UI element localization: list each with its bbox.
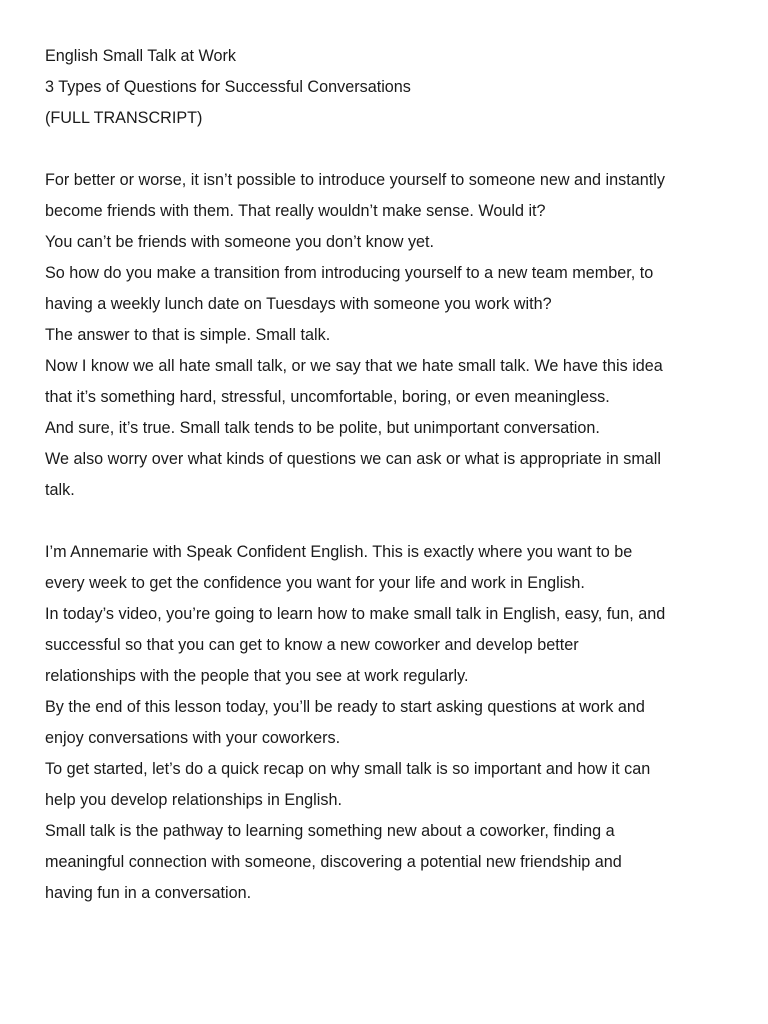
text-line: We also worry over what kinds of questions we can ask or what is appropriate in small [45,450,662,468]
text-line: For better or worse, it isn’t possible to introduce yourself to someone new and instantly [45,171,665,189]
text-line: help you develop relationships in English. [45,791,342,809]
text-line: Small talk is the pathway to learning something new about a coworker, finding a [45,822,615,840]
text-line: Now I know we all hate small talk, or we say that we hate small talk. We have this idea [45,357,663,375]
paragraph-gap [45,506,728,537]
text-line: successful so that you can get to know a new coworker and develop better [45,636,579,654]
text-line: every week to get the confidence you want for your life and work in English. [45,574,585,592]
text-line: In today’s video, you’re going to learn how to make small talk in English, easy, fun, and [45,605,666,623]
text-line: The answer to that is simple. Small talk. [45,326,331,344]
text-line: having a weekly lunch date on Tuesdays with someone you work with? [45,295,552,313]
text-line: To get started, let’s do a quick recap on why small talk is so important and how it can [45,760,651,778]
text-line: You can’t be friends with someone you don’t know yet. [45,233,435,251]
document-subtitle: 3 Types of Questions for Successful Conversations [45,78,411,96]
document-header [45,41,728,134]
text-line: meaningful connection with someone, discovering a potential new friendship and [45,853,622,871]
text-line: enjoy conversations with your coworkers. [45,729,341,747]
transcript-section-1 [45,165,728,506]
paragraph-gap [45,134,728,165]
document-title: English Small Talk at Work [45,47,237,65]
text-line: So how do you make a transition from introducing yourself to a new team member, to [45,264,654,282]
text-line: I’m Annemarie with Speak Confident English. This is exactly where you want to be [45,543,633,561]
text-line: that it’s something hard, stressful, uncomfortable, boring, or even meaningless. [45,388,610,406]
text-line: talk. [45,481,75,499]
text-line: become friends with them. That really wouldn’t make sense. Would it? [45,202,546,220]
text-line: relationships with the people that you see at work regularly. [45,667,469,685]
text-line: And sure, it’s true. Small talk tends to be polite, but unimportant conversation. [45,419,600,437]
transcript-label: (FULL TRANSCRIPT) [45,109,203,127]
text-line: By the end of this lesson today, you’ll be ready to start asking questions at work and [45,698,645,716]
text-line: having fun in a conversation. [45,884,252,902]
transcript-section-2 [45,537,728,909]
